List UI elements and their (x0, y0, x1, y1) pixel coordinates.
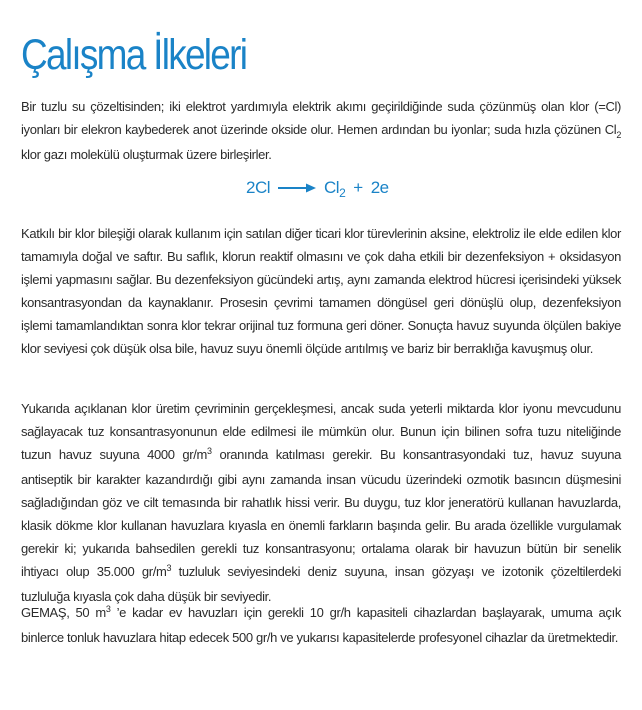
equation-product (324, 178, 345, 198)
superscript: 3 (207, 446, 212, 456)
chemical-equation (246, 178, 389, 198)
superscript: 3 (105, 604, 111, 614)
chlorine-formula (604, 122, 621, 140)
formula-subscript: 2 (616, 130, 621, 140)
paragraph-text: GEMAŞ, 50 m (21, 605, 106, 620)
right-arrow-icon (278, 180, 316, 194)
paragraph-salt-concentration (21, 397, 621, 608)
formula-base: Cl (604, 122, 617, 137)
product-base: Cl (324, 178, 340, 197)
paragraph-text: ’e kadar ev havuzları için gerekli 10 gr/h kapasiteli cihazlardan başlayarak, umuma açık binlerce tonluk havuzlara hitap edecek 500 gr/h ve yukarısı kapasitelerde profesyonel cihazlar da üretmektedir. (21, 605, 621, 645)
paragraph-text: Bir tuzlu su çözeltisinden; iki elektrot yardımıyla elektrik akımı geçirildiğinde suda çözünmüş olan klor (=Cl) iyonları bir elekron kaybederek anot üzerinde okside olur. Hemen ardından bu iyonlar; suda hızla çözünen (21, 99, 621, 137)
paragraph-gemas (21, 601, 621, 649)
paragraph-text: Yukarıda açıklanan klor üretim çevriminin gerçekleşmesi, ancak suda yeterli miktarda klor iyonu mevcudunu sağlayacak tuz konsantrasyonunun elde edilmesi ile mümkün olur. Bunun için bilinen sofra tuzu niteliğinde tuzun havuz suyuna 4000 gr/m (21, 401, 621, 462)
equation-reactant: 2Cl (246, 178, 271, 197)
page-title: Çalışma İlkeleri (21, 31, 247, 79)
equation-plus: + (353, 178, 363, 197)
paragraph-electrolysis (21, 95, 621, 166)
paragraph-purity: Katkılı bir klor bileşiği olarak kullanım için satılan diğer ticari klor türevlerinin aksine, elektroliz ile elde edilen klor tamamıyla doğal ve saftır. Bu saflık, klorun reaktif olmasını ve çok daha etkili bir dezenfeksiyon + oksidasyon işlemi yapmasını sağlar. Bu dezenfeksiyon gücündeki artış, aynı zamanda elektrod hücresi içerisindeki yüksek konsantrasyondan da kaynaklanır. Prosesin çevrimi tamamen döngüsel geri dönüşlü olup, dezenfeksiyon işlemi tamamlandıktan sonra klor tekrar orijinal tuz formuna geri döner. Sonuçta havuz suyunda ölçülen bakiye klor seviyesi çok düşük olsa bile, havuz suyu önemli ölçüde arıtılmış ve bariz bir berraklığa kavuşmuş olur. (21, 226, 621, 356)
product-subscript: 2 (339, 186, 346, 200)
paragraph-text: oranında katılması gerekir. Bu konsantrasyondaki tuz, havuz suyuna antiseptik bir karakter kazandırdığı gibi aynı zamanda insan vücudu üzerindeki ozmotik basıncın düşmesini sağladığından göz ve cilt temasında bir rahatlık hissi verir. Bu duygu, tuz klor jeneratörü kullanan havuzlarda, klasik dökme klor kullanan havuzlara kıyasla en önemli farkların başında gelir. Bu arada özellikle vurgulamak gerekir ki; yukarıda bahsedilen gerekli tuz konsantrasyonu; ortalama olarak bir havuzun bütün bir senelik ihtiyacı olup 35.000 gr/m (21, 447, 621, 579)
superscript: 3 (166, 563, 172, 573)
paragraph-text: klor gazı molekülü oluşturmak üzere birleşirler. (21, 147, 272, 162)
paragraph-text: tuzluluk seviyesindeki deniz suyuna, insan gözyaşı ve izotonik çözeltilerdeki tuzluluğa kıyasla çok daha düşük bir seviyedir. (21, 564, 622, 604)
equation-electrons: 2e (370, 178, 389, 197)
